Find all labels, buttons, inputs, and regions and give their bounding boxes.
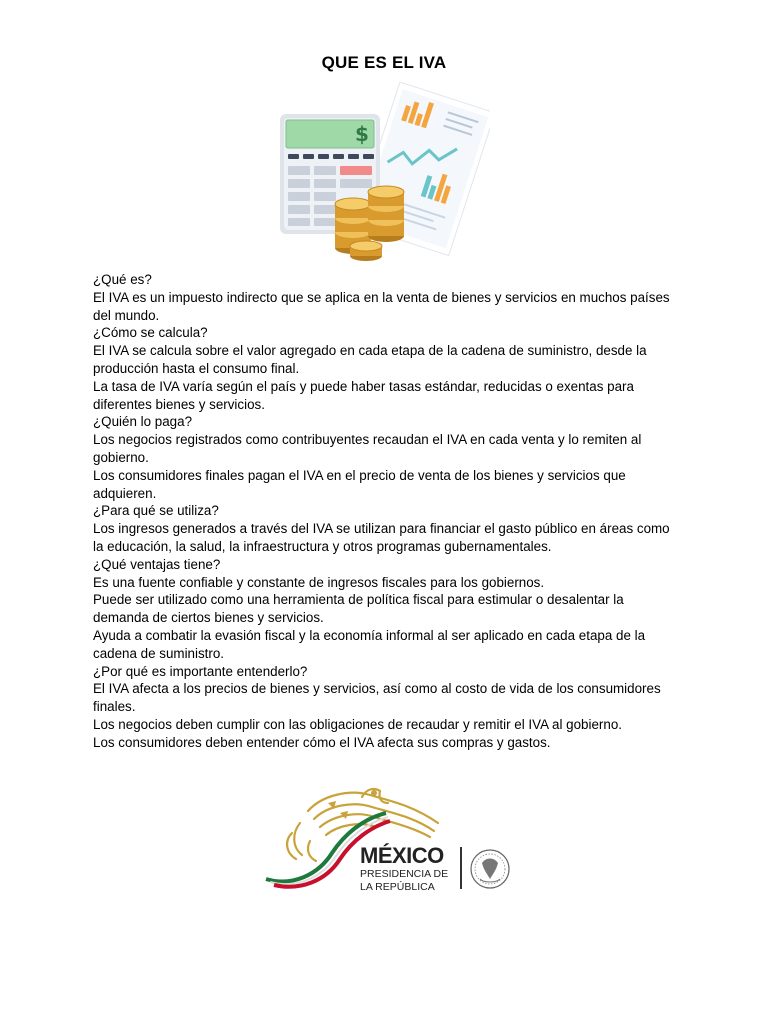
paragraph: Los negocios registrados como contribuyentes recaudan el IVA en cada venta y lo remiten al gobierno. bbox=[93, 432, 642, 465]
logo-line-2: LA REPÚBLICA bbox=[360, 880, 435, 893]
logo-divider bbox=[460, 847, 462, 889]
heading-que-ventajas-tiene: ¿Qué ventajas tiene? bbox=[93, 556, 221, 572]
paragraph: El IVA se calcula sobre el valor agregado en cada etapa de la cadena de suministro, desde la producción hasta el consumo final. bbox=[93, 343, 647, 376]
heading-quien-lo-paga: ¿Quién lo paga? bbox=[93, 414, 193, 430]
paragraph: Ayuda a combatir la evasión fiscal y la economía informal al ser aplicado en cada etapa de la cadena de suministro. bbox=[93, 627, 646, 661]
page-title: QUE ES EL IVA bbox=[321, 53, 447, 72]
paragraph: Los consumidores deben entender cómo el IVA afecta sus compras y gastos. bbox=[93, 734, 551, 750]
heading-que-es: ¿Qué es? bbox=[93, 272, 152, 287]
paragraph: Los ingresos generados a través del IVA se utilizan para financiar el gasto público en áreas como la educación, la salud, la infraestructura y otros programas gubernamentales. bbox=[93, 521, 670, 554]
logo-country: MÉXICO bbox=[360, 843, 444, 868]
paragraph: El IVA afecta a los precios de bienes y servicios, así como al costo de vida de los consumidores finales. bbox=[93, 681, 661, 715]
logo-line-1: PRESIDENCIA DE bbox=[360, 868, 449, 880]
paragraph: Puede ser utilizado como una herramienta de política fiscal para estimular o desalentar la demanda de ciertos bienes y servicios. bbox=[93, 592, 624, 626]
svg-text:$: $ bbox=[355, 122, 369, 146]
paragraph: Es una fuente confiable y constante de ingresos fiscales para los gobiernos. bbox=[93, 574, 545, 590]
heading-para-que-se-utiliza: ¿Para qué se utiliza? bbox=[93, 503, 219, 519]
heading-por-que-es-importante: ¿Por qué es importante entenderlo? bbox=[93, 663, 308, 679]
mexico-eagle-logo bbox=[262, 783, 516, 893]
paragraph: El IVA es un impuesto indirecto que se aplica en la venta de bienes y servicios en muchos países del mundo. bbox=[93, 289, 670, 323]
paragraph: Los negocios deben cumplir con las obligaciones de recaudar y remitir el IVA al gobierno. bbox=[93, 716, 622, 732]
calculator-coins-chart-icon bbox=[278, 82, 490, 262]
heading-como-se-calcula: ¿Cómo se calcula? bbox=[93, 325, 208, 341]
logo-wordmark bbox=[360, 845, 448, 892]
paragraph: Los consumidores finales pagan el IVA en el precio de venta de los bienes y servicios que adquieren. bbox=[93, 467, 626, 501]
paragraph: La tasa de IVA varía según el país y puede haber tasas estándar, reducidas o exentas para diferentes bienes y servicios. bbox=[93, 378, 634, 412]
document-body bbox=[93, 271, 683, 752]
national-seal-icon bbox=[471, 850, 509, 888]
